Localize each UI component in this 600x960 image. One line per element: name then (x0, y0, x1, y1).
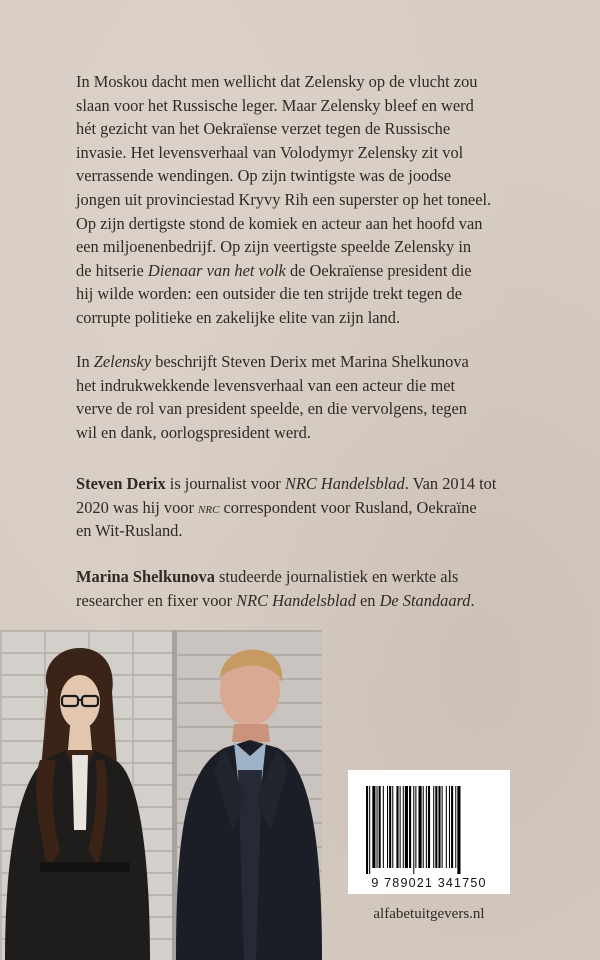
newspaper-name: NRC Handelsblad (236, 590, 356, 610)
barcode-bar (379, 786, 381, 868)
bio2-line: . (470, 590, 475, 610)
barcode-bar (438, 786, 440, 868)
barcode-bar (396, 786, 398, 868)
barcode-bar (442, 786, 443, 868)
barcode-bar (446, 786, 447, 868)
barcode-bar (366, 786, 368, 874)
barcode-bar (413, 786, 414, 874)
author-name: Steven Derix (76, 474, 166, 493)
blurb2-line: het indrukwekkende levensverhaal van een acteur die met (76, 375, 456, 395)
bio2-line: en (355, 590, 380, 610)
blurb1-line: een miljoenenbedrijf. Op zijn veertigste speelde Zelensky in (76, 237, 472, 257)
blurb1-line: de Oekraïense president die (285, 260, 472, 280)
blurb2-line: wil en dank, oorlogspresident werd. (76, 422, 311, 442)
barcode-bar (409, 786, 411, 868)
bio1-line: 2020 was hij voor (76, 497, 199, 517)
barcode-bar (433, 786, 434, 868)
woman-figure (5, 648, 150, 960)
author-bio-shelkunova (76, 565, 546, 612)
blurb1-line: hij wilde worden: een outsider die ten strijde trekt tegen de (76, 284, 462, 304)
barcode-bar (383, 786, 384, 868)
blurb2-line: verve de rol van president speelde, en die vervolgens, tegen (76, 399, 467, 419)
barcode-bar (415, 786, 416, 868)
bio1-line: is journalist voor (165, 474, 285, 493)
blurb1-line: de hitserie (76, 260, 148, 280)
barcode-bar (377, 786, 378, 868)
newspaper-name: De Standaard (379, 590, 471, 610)
barcode-bar (426, 786, 427, 868)
bio1-line: . Van 2014 tot (404, 474, 497, 493)
blurb-paragraph-2 (76, 350, 546, 444)
barcode-bar (392, 786, 393, 868)
barcode-bar (457, 786, 460, 874)
barcode-icon (364, 786, 494, 874)
barcode-bar (387, 786, 388, 868)
isbn-number: 9 789021 341750 (371, 876, 487, 890)
blurb2-line: beschrijft Steven Derix met Marina Shelkunova (151, 352, 469, 371)
man-figure (176, 650, 322, 960)
barcode-bar (403, 786, 404, 868)
series-title: Dienaar van het volk (147, 260, 286, 280)
blurb1-line: Op zijn dertigste stond de komiek en acteur aan het hoofd van (76, 213, 483, 233)
bio2-line: researcher en fixer voor (76, 590, 237, 610)
blurb1-line: jongen uit provinciestad Kryvy Rih een superster op het toneel. (76, 189, 492, 209)
author-photo (0, 630, 322, 960)
barcode-bar (423, 786, 424, 868)
barcode-bar (369, 786, 370, 874)
barcode-bar (435, 786, 437, 868)
bio2-line: studeerde journalistiek en werkte als (214, 567, 459, 586)
barcode-bar (451, 786, 453, 868)
barcode-bar (400, 786, 401, 868)
barcode-bar (372, 786, 375, 868)
newspaper-abbrev: nrc (198, 497, 220, 517)
blurb-paragraph-1 (76, 70, 546, 330)
blurb1-line: hét gezicht van het Oekraïense verzet tegen de Russische (76, 119, 451, 139)
barcode-bar (449, 786, 450, 868)
blurb1-line: slaan voor het Russische leger. Maar Zelensky bleef en werd (76, 95, 474, 115)
book-title: Zelensky (93, 352, 152, 371)
blurb1-line: invasie. Het levensverhaal van Volodymyr Zelensky zit vol (76, 142, 464, 162)
author-bio-derix (76, 472, 546, 543)
authors-figures (0, 630, 322, 960)
blurb1-line: verrassende wendingen. Op zijn twintigste was de joodse (76, 166, 452, 186)
bio1-line: en Wit-Rusland. (76, 521, 183, 541)
publisher-website[interactable]: alfabetuitgevers.nl (373, 906, 485, 922)
barcode-bar (455, 786, 456, 868)
barcode-label (348, 770, 510, 894)
blurb1-line: corrupte politieke en zakelijke elite van zijn land. (76, 307, 401, 327)
author-name: Marina Shelkunova (76, 567, 215, 586)
barcode-bar (389, 786, 391, 868)
bio1-line: correspondent voor Rusland, Oekraïne (219, 497, 477, 517)
blurb1-line: In Moskou dacht men wellicht dat Zelensky op de vlucht zou (76, 72, 478, 91)
barcode-bar (419, 786, 422, 868)
newspaper-name: NRC Handelsblad (284, 474, 405, 493)
barcode-bar (405, 786, 408, 868)
barcode-bar (428, 786, 430, 868)
blurb2-line: In (76, 352, 94, 371)
